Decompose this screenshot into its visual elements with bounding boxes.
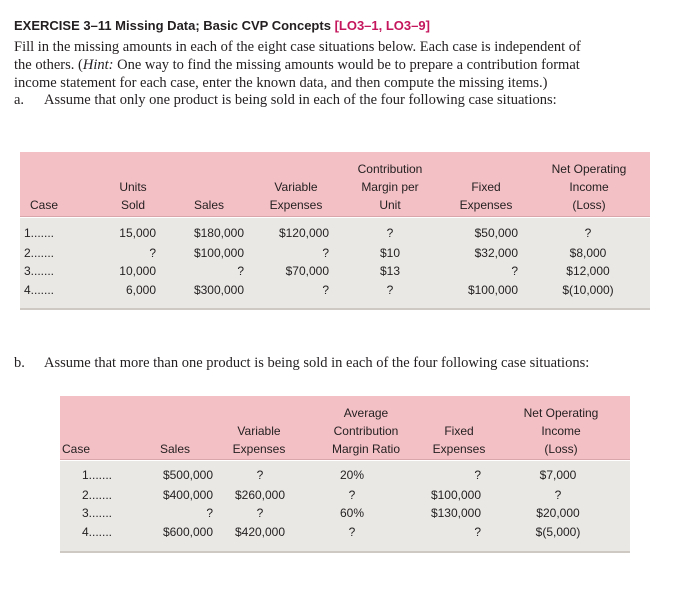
instruction-line: Fill in the missing amounts in each of the eight case situations below. Each case is independent of: [14, 39, 581, 55]
part-a-table: [20, 152, 650, 310]
table-cell: $8,000: [569, 246, 607, 260]
column-header-line: Fixed: [471, 180, 501, 194]
table-cell: $600,000: [162, 525, 213, 539]
part-b-heading: [14, 355, 589, 372]
case-number: 4.......: [82, 525, 113, 539]
column-header-line: Contribution: [333, 424, 399, 438]
column-header-line: Sales: [159, 442, 191, 456]
table-cell: ?: [256, 468, 264, 482]
column-header-variable-expenses: [233, 422, 286, 458]
column-header-variable-expenses: [270, 178, 323, 214]
exercise-instructions: [14, 38, 684, 92]
column-header-line: Contribution: [357, 162, 423, 176]
column-header-sales: [194, 196, 224, 214]
part-b-table: [60, 396, 630, 553]
case-number: 1.......: [24, 226, 55, 240]
table-cell: ?: [322, 283, 329, 297]
case-number: 3.......: [82, 506, 113, 520]
table-cell: ?: [554, 488, 562, 502]
table-cell: ?: [149, 246, 156, 260]
part-b-label: b.: [14, 355, 25, 371]
column-header-line: Margin Ratio: [331, 442, 401, 456]
table-cell: $120,000: [278, 226, 329, 240]
column-header-line: (Loss): [572, 198, 606, 212]
table-cell: $500,000: [162, 468, 213, 482]
learning-objectives: [LO3–1, LO3–9]: [334, 18, 430, 33]
case-number: 3.......: [24, 264, 55, 278]
column-header-contribution-margin-per-unit: [358, 160, 423, 214]
part-a-header-row: [20, 152, 650, 217]
table-cell: 15,000: [119, 226, 156, 240]
table-cell: ?: [474, 525, 481, 539]
table-cell: $32,000: [474, 246, 518, 260]
table-cell: $(10,000): [562, 283, 614, 297]
table-cell: ?: [584, 226, 592, 240]
column-header-line: Expenses: [459, 198, 513, 212]
table-cell: $13: [379, 264, 401, 278]
table-cell: $180,000: [193, 226, 244, 240]
column-header-line: (Loss): [544, 442, 578, 456]
part-b-header-row: [60, 396, 630, 460]
table-cell: 20%: [339, 468, 365, 482]
table-cell: $70,000: [285, 264, 329, 278]
column-header-line: Expenses: [432, 442, 486, 456]
case-number: 2.......: [24, 246, 55, 260]
table-cell: $420,000: [234, 525, 286, 539]
column-header-fixed-expenses: [433, 422, 486, 458]
table-cell: ?: [386, 226, 394, 240]
table-cell: $50,000: [474, 226, 518, 240]
column-header-line: Sales: [193, 198, 225, 212]
table-cell: $130,000: [430, 506, 481, 520]
case-number: 2.......: [82, 488, 113, 502]
table-cell: $(5,000): [535, 525, 581, 539]
table-cell: $100,000: [193, 246, 244, 260]
table-cell: ?: [237, 264, 244, 278]
column-header-line: Case: [61, 442, 91, 456]
column-header-line: Net Operating: [523, 406, 599, 420]
table-cell: ?: [348, 488, 356, 502]
column-header-line: Expenses: [269, 198, 323, 212]
table-cell: ?: [474, 468, 481, 482]
part-b-text: Assume that more than one product is being sold in each of the four following case situations:: [44, 355, 590, 371]
table-cell: ?: [256, 506, 264, 520]
table-cell: $7,000: [539, 468, 577, 482]
column-header-line: Fixed: [444, 424, 474, 438]
table-cell: $10: [379, 246, 401, 260]
column-header-line: Net Operating: [551, 162, 627, 176]
instruction-line: income statement for each case, enter the known data, and then compute the missing items.): [14, 75, 548, 91]
table-cell: $20,000: [536, 506, 580, 520]
table-cell: 10,000: [119, 264, 156, 278]
table-cell: $260,000: [234, 488, 286, 502]
case-number: 1.......: [82, 468, 113, 482]
column-header-line: Case: [29, 198, 59, 212]
table-cell: 6,000: [125, 283, 156, 297]
column-header-line: Sold: [120, 198, 146, 212]
table-cell: $400,000: [162, 488, 213, 502]
hint-label: Hint:: [82, 57, 114, 73]
part-a-heading: [14, 92, 557, 109]
table-cell: $100,000: [467, 283, 518, 297]
exercise-title-text: EXERCISE 3–11 Missing Data; Basic CVP Concepts: [14, 18, 331, 33]
column-header-line: Income: [569, 180, 609, 194]
column-header-line: Units: [119, 180, 147, 194]
column-header-net-operating-income-loss: [524, 404, 599, 458]
column-header-line: Income: [541, 424, 581, 438]
table-cell: $12,000: [566, 264, 610, 278]
table-cell: ?: [511, 264, 518, 278]
table-cell: ?: [348, 525, 356, 539]
table-cell: ?: [386, 283, 394, 297]
column-header-line: Variable: [237, 424, 281, 438]
column-header-fixed-expenses: [460, 178, 513, 214]
column-header-case: [62, 440, 90, 458]
table-cell: $100,000: [430, 488, 481, 502]
column-header-average-contribution-margin-ratio: [332, 404, 400, 458]
column-header-line: Variable: [274, 180, 318, 194]
part-b-body: [60, 461, 630, 551]
part-a-body: [20, 218, 650, 308]
case-number: 4.......: [24, 283, 55, 297]
table-cell: 60%: [339, 506, 365, 520]
column-header-line: Average: [343, 406, 389, 420]
column-header-line: Expenses: [232, 442, 286, 456]
table-cell: ?: [322, 246, 329, 260]
part-a-text: Assume that only one product is being sold in each of the four following case situations:: [44, 92, 557, 108]
instruction-line: the others. (Hint: One way to find the missing amounts would be to prepare a contribution format: [14, 57, 580, 73]
part-a-label: a.: [14, 92, 25, 108]
column-header-units-sold: [119, 178, 146, 214]
column-header-case: [30, 196, 58, 214]
table-cell: $300,000: [193, 283, 244, 297]
column-header-sales: [160, 440, 190, 458]
exercise-title: [14, 18, 430, 33]
column-header-net-operating-income-loss: [552, 160, 627, 214]
column-header-line: Margin per: [361, 180, 419, 194]
table-cell: ?: [206, 506, 213, 520]
column-header-line: Unit: [379, 198, 401, 212]
